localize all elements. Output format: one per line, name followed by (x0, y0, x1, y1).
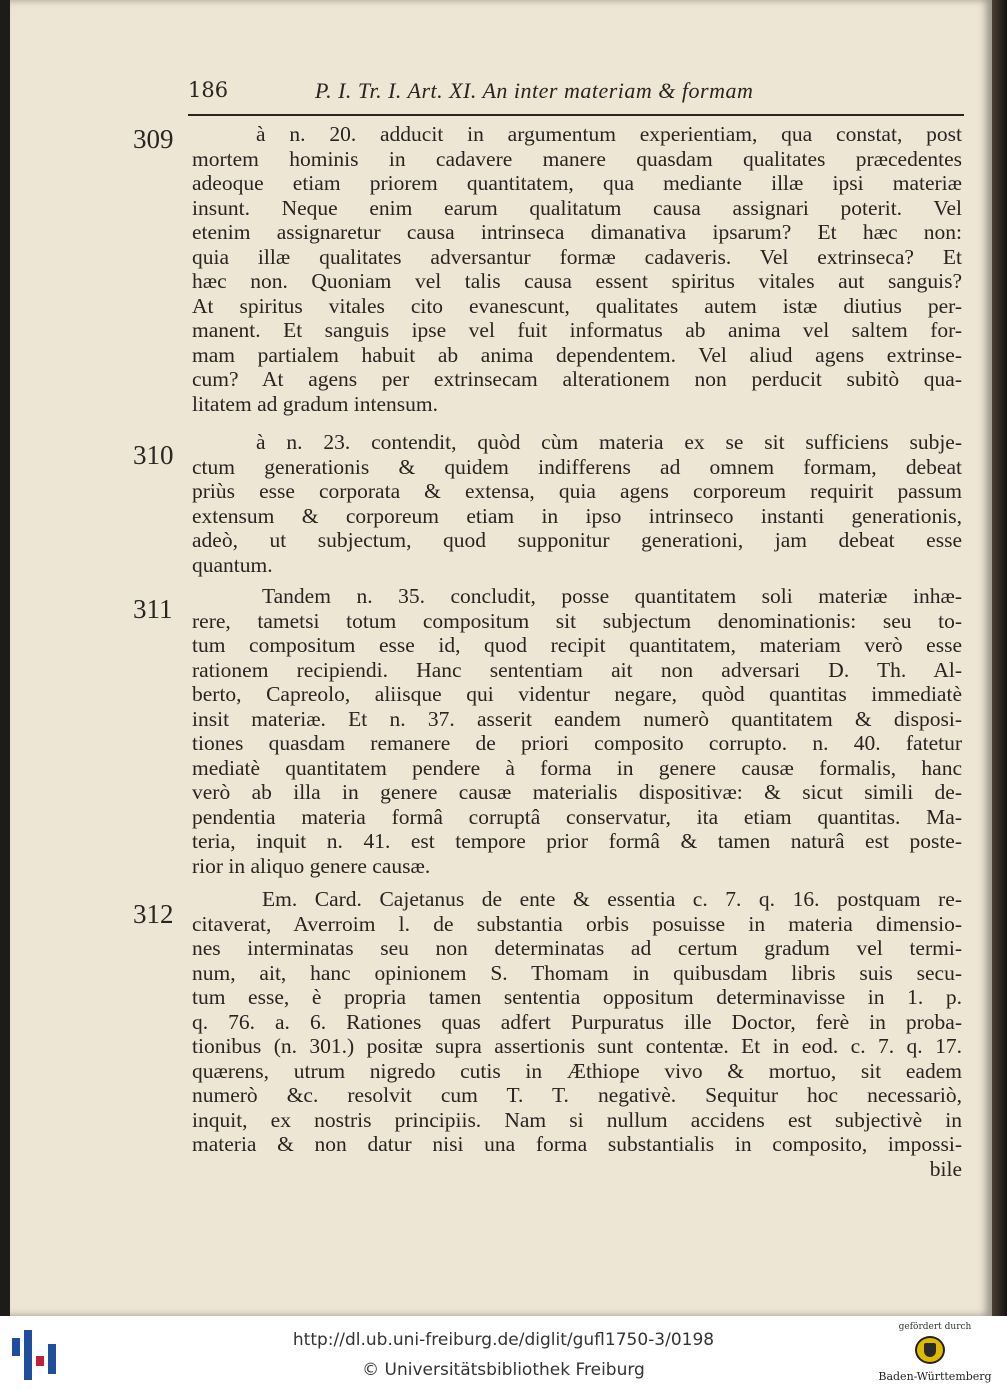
text-line: verò ab illa in genere causæ materialis dispositivæ: & sicut simili de- (192, 780, 962, 804)
text-line: extensum & corporeum etiam in ipso intrinseco instanti generationis, (192, 503, 962, 528)
copyright-notice: © Universitätsbibliothek Freiburg (362, 1360, 645, 1380)
text-line: materia & non datur nisi una forma substantialis in composito, impossi- (192, 1132, 962, 1156)
text-line: tionibus (n. 301.) positæ supra assertionis sunt contentæ. Et in eod. c. 7. q. 17. (192, 1034, 962, 1058)
paragraph-text (192, 430, 962, 577)
sponsor-label: gefördert durch (898, 1322, 972, 1332)
text-line: adeoque etiam priorem quantitatem, qua mediante illæ ipsi materiæ (192, 171, 962, 195)
sponsor-name: Baden-Württemberg (878, 1370, 992, 1383)
text-line: quærens, utrum nigredo cutis in Æthiope vivo & mortuo, sit eadem (192, 1058, 962, 1083)
text-line: insunt. Neque enim earum qualitatum causa assignari poterit. Vel (192, 195, 962, 220)
text-line: q. 76. a. 6. Rationes quas adfert Purpuratus ille Doctor, ferè in proba- (192, 1009, 962, 1034)
page-number: 186 (188, 78, 229, 102)
text-line: nes interminatas seu non determinatas ad certum gradum vel termi- (192, 936, 962, 960)
paragraph-number: 309 (133, 124, 174, 154)
paragraph-number: 312 (133, 899, 174, 929)
text-line: rior in aliquo genere causæ. (192, 853, 431, 878)
text-line: adeò, ut subjectum, quod supponitur generationi, jam debeat esse (192, 528, 962, 552)
text-line: quia illæ qualitates adversantur formæ cadaveris. Vel extrinseca? Et (192, 244, 962, 269)
page-header (178, 78, 964, 112)
text-line: quantum. (192, 552, 273, 577)
text-line: numerò &c. resolvit cum T. T. negativè. Sequitur hoc necessariò, (192, 1083, 962, 1107)
text-line: Em. Card. Cajetanus de ente & essentia c. 7. q. 16. postquam re- (262, 887, 962, 911)
text-line: insit materiæ. Et n. 37. asserit eandem numerò quantitatem & disposi- (192, 706, 962, 731)
text-line: hæc non. Quoniam vel talis causa essent spiritus vitales aut sanguis? (192, 269, 962, 293)
text-line: At spiritus vitales cito evanescunt, qualitates autem istæ diutius per- (192, 293, 962, 318)
text-line: cum? At agens per extrinsecam alterationem non perducit subitò qua- (192, 367, 962, 391)
text-line: litatem ad gradum intensum. (192, 391, 439, 416)
paragraph-number: 311 (133, 594, 173, 624)
paragraph-text (192, 584, 962, 878)
text-line: citaverat, Averroim l. de substantia orbis posuisse in materia dimensio- (192, 911, 962, 936)
text-line: tum esse, è propria tamen sententia oppositum determinavisse in 1. p. (192, 985, 962, 1009)
viewer-footer (0, 1316, 1007, 1389)
text-line: mam partialem habuit ab anima dependentem. Vel aliud agens extrinse- (192, 342, 962, 367)
text-line: Tandem n. 35. concludit, posse quantitatem soli materiæ inhæ- (262, 584, 962, 608)
text-line: manent. Et sanguis ipse vel fuit informatus ab anima vel saltem for- (192, 318, 962, 342)
catchword: bile (929, 1156, 962, 1181)
text-line: mediatè quantitatem pendere à forma in genere causæ formalis, hanc (192, 755, 962, 780)
text-line: à n. 23. contendit, quòd cùm materia ex se sit sufficiens subje- (256, 430, 962, 454)
text-line: rere, tametsi totum compositum sit subjectum denominationis: seu to- (192, 608, 962, 633)
paragraph-number: 310 (133, 440, 174, 470)
coat-of-arms-icon (915, 1336, 945, 1364)
text-line: num, ait, hanc opinionem S. Thomam in quibusdam libris suis secu- (192, 960, 962, 985)
text-line: berto, Capreolo, aliisque qui videntur negare, quòd quantitas immediatè (192, 682, 962, 706)
header-rule (188, 114, 964, 116)
page-edge-shadow (992, 0, 1007, 1316)
text-line: à n. 20. adducit in argumentum experientiam, qua constat, post (256, 122, 962, 146)
text-line: priùs esse corporata & extensa, quia agens corporeum requirit passum (192, 479, 962, 503)
paragraph-text (192, 122, 962, 416)
text-line: etenim assignaretur causa intrinseca dimanativa ipsarum? Et hæc non: (192, 220, 962, 244)
permalink-url[interactable]: http://dl.ub.uni-freiburg.de/diglit/gufl1750-3/0198 (292, 1330, 715, 1350)
text-line: tiones quasdam remanere de priori composito corrupto. n. 40. fatetur (192, 731, 962, 755)
text-line: ctum generationis & quidem indifferens ad omnem formam, debeat (192, 454, 962, 479)
paragraph-text (192, 887, 962, 1181)
text-line: tum compositum esse id, quod recipit quantitatem, materiam verò esse (192, 633, 962, 657)
text-line: teria, inquit n. 41. est tempore prior formâ & tamen naturâ est poste- (192, 829, 962, 853)
text-line: inquit, ex nostris principiis. Nam si nullum accidens est subjectivè in (192, 1107, 962, 1132)
text-line: rationem recipiendi. Hanc sententiam ait non adversari D. Th. Al- (192, 657, 962, 682)
text-line: pendentia materia formâ corruptâ conservatur, ita etiam quantitas. Ma- (192, 804, 962, 829)
running-title: P. I. Tr. I. Art. XI. An inter materiam & formam (315, 78, 754, 103)
text-line: mortem hominis in cadavere manere quasdam qualitates præcedentes (192, 146, 962, 171)
